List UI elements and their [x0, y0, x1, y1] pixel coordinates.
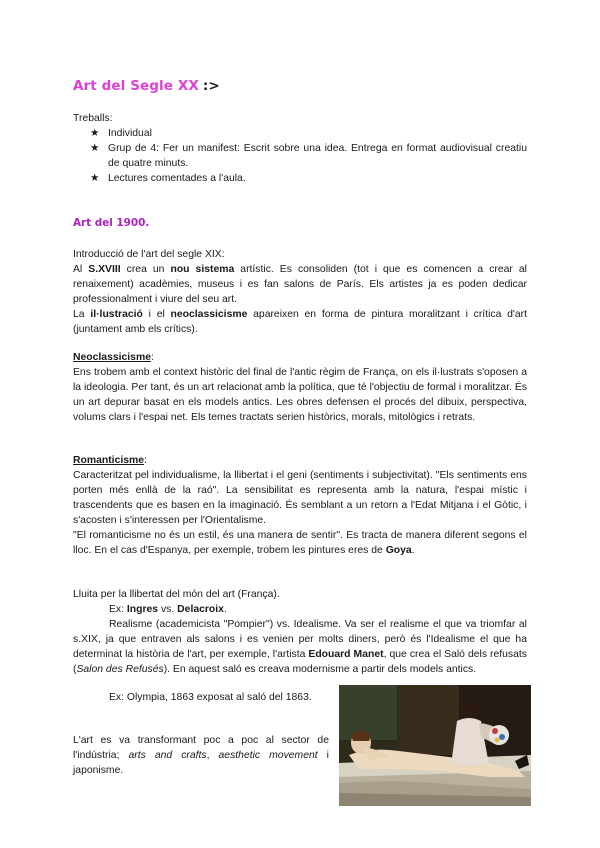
intro-paragraph-1: Al S.XVIII crea un nou sistema artístic. Es consoliden (tot i que es comencen a crear al renaixement) acadèmies, museus i es fan salons de París. Els artistes ja es poden dedicar professionalment i viure del seu art.: [73, 264, 527, 305]
lluita-line: Lluita per la llibertat del món del art (França).: [73, 589, 280, 600]
romanticisme-paragraph-2: "El romanticisme no és un estil, és una manera de sentir". Es tracta de manera diferent segons el lloc. En el cas d'Espanya, per exemple, trobem les pintures eres de Goya.: [73, 530, 527, 556]
star-bullet-icon: ★: [90, 128, 100, 139]
olympia-example: Ex: Olympia, 1863 exposat al saló del 1863.: [109, 692, 312, 703]
list-item: ★ Grup de 4: Fer un manifest: Escrit sobre una idea. Entrega en format audiovisual creatiu de quatre minuts.: [90, 143, 527, 169]
intro-heading: Introducció de l'art del segle XIX:: [73, 249, 225, 260]
page-title: [73, 78, 220, 94]
section-heading-1900: Art del 1900.: [73, 217, 150, 229]
transform-paragraph: L'art es va transformant poc a poc al sector de l'indústria; arts and crafts, aesthetic movement i japonisme.: [73, 735, 329, 776]
list-item: ★ Lectures comentades a l'aula.: [90, 173, 246, 184]
realisme-paragraph: Realisme (academicista "Pompier") vs. Idealisme. Va ser el realisme el que va triomfar al s.XIX, ja que entraven als salons i es venien per molts diners, però és l'Idealisme el que ha determinat la història de l'art, per exemple, l'artista Edouard Manet, que crea el Saló dels refusats (Salon des Refusés). En aquest saló es creava modernisme a partir dels models antics.: [73, 619, 527, 675]
title-text: Art del Segle XX: [73, 78, 199, 94]
ingres-delacroix-example: Ex: Ingres vs. Delacroix.: [109, 604, 227, 615]
treballs-heading: Treballs:: [73, 113, 113, 124]
neoclassicisme-paragraph: Ens trobem amb el context històric del final de l'antic règim de França, on els il·lustrats s'oposen a la ideologia. Per tant, és un art relacionat amb la política, que té l'objectiu de formal i moralitzar. És un art depurar basat en els models antics. Les obres defensen el procés del dibuix, perspectiva, volums clars i l'espai net. Els temes tractats serien històrics, morals, mitològics i retrats.: [73, 367, 527, 423]
romanticisme-heading: Romanticisme:: [73, 455, 147, 466]
star-bullet-icon: ★: [90, 143, 100, 154]
romanticisme-paragraph-1: Caracteritzat pel individualisme, la llibertat i el geni (sentiments i subjectivitat). "Els sentiments ens porten més enllà de la raó". La sensibilitat es representa amb la natura, l'espai místic i trascendents que es basen en la imaginació. És semblant a un retorn a l'Edat Mitjana i el Gòtic, i s'acosten i s'interessen per l'Orientalisme.: [73, 470, 527, 526]
star-bullet-icon: ★: [90, 173, 100, 184]
list-item: ★ Individual: [90, 128, 152, 139]
olympia-painting-svg: [339, 685, 531, 806]
intro-paragraph-2: La il·lustració i el neoclassicisme apareixen en forma de pintura moralitzant i crítica d'art (juntament amb els crítics).: [73, 309, 527, 335]
neoclassicisme-heading: Neoclassicisme:: [73, 352, 154, 363]
treballs-list: [90, 126, 527, 186]
title-emoticon: :>: [202, 78, 220, 94]
olympia-painting-image: [339, 685, 531, 806]
